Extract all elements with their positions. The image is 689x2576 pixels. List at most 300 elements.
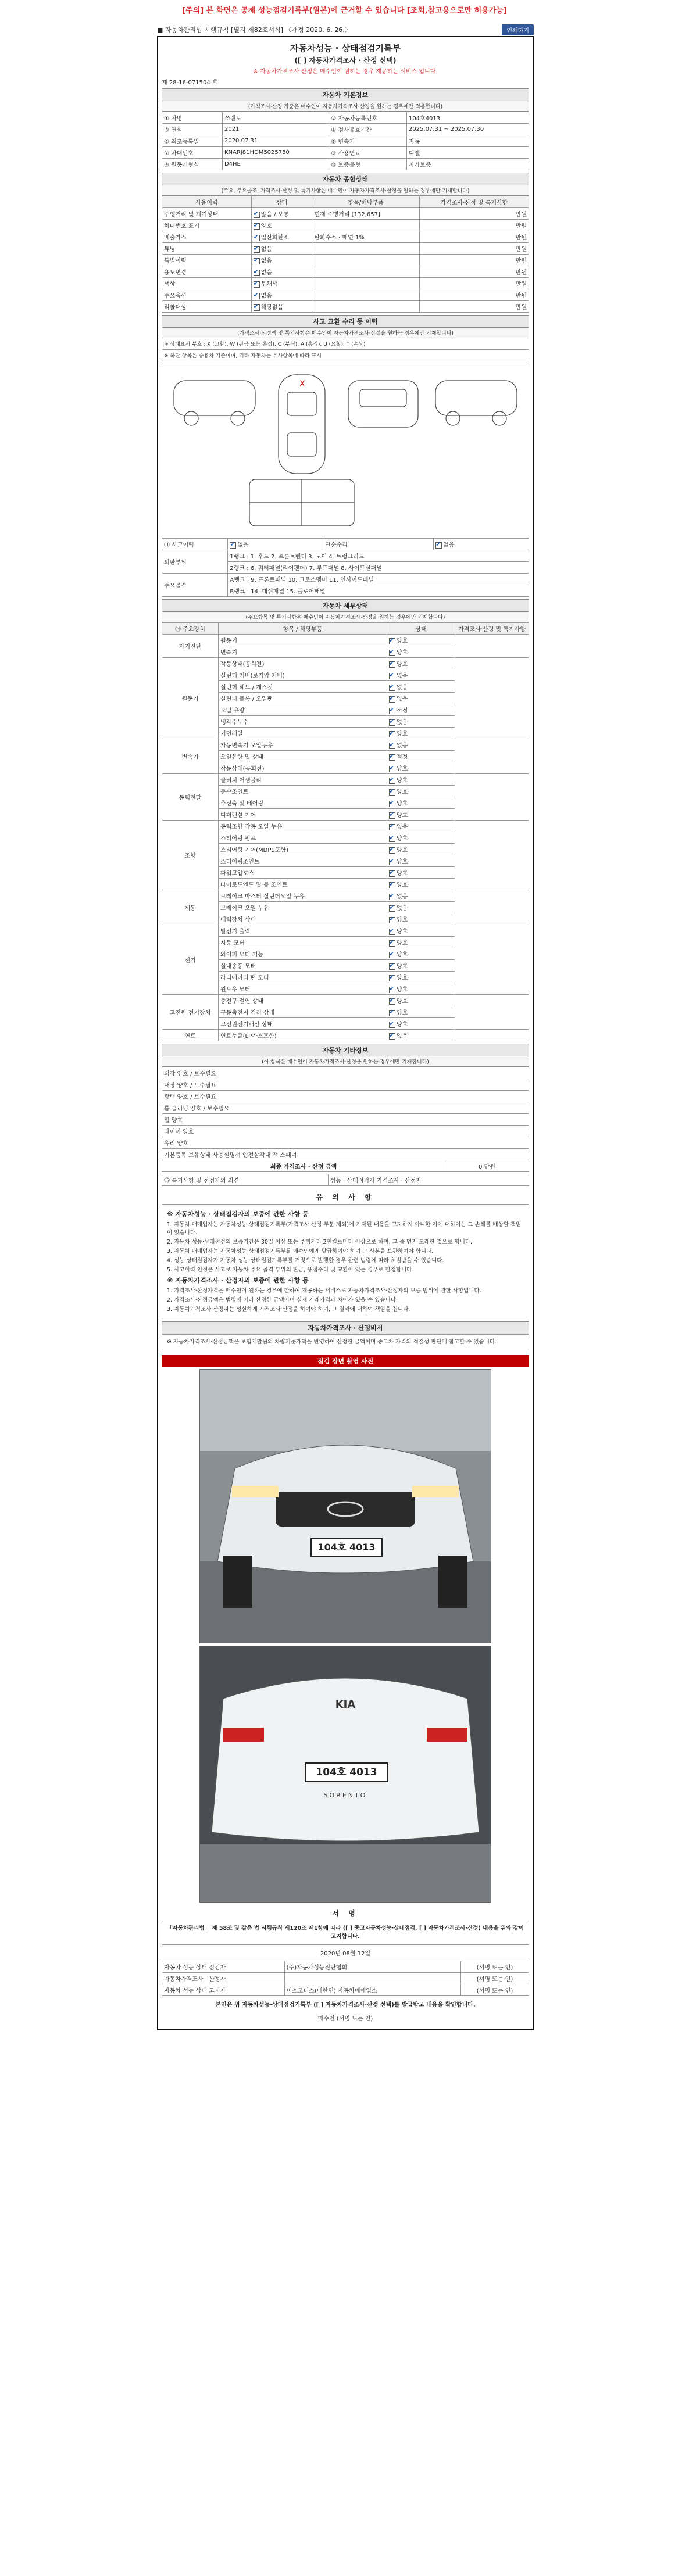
basic-value: 디젤 bbox=[406, 147, 529, 159]
overall-item: 튜닝 bbox=[162, 243, 252, 255]
accident-note: (가격조사·산정액 및 특기사항은 매수인이 자동차가격조사·산정을 원하는 경우에만 기재합니다) bbox=[162, 328, 529, 338]
check-icon bbox=[389, 731, 395, 737]
detail-item: 작동상태(공회전) bbox=[219, 762, 387, 774]
signature-row bbox=[162, 1961, 529, 1973]
check-icon bbox=[389, 812, 395, 819]
accident-history-value: ✔ 없음 bbox=[228, 539, 323, 550]
detail-status: ✔ 없음 bbox=[387, 739, 455, 751]
overall-row bbox=[162, 220, 529, 231]
detail-item: 자동변속기 오일누유 bbox=[219, 739, 387, 751]
front-photo bbox=[199, 1369, 491, 1643]
check-icon bbox=[254, 212, 260, 218]
detail-item: 와이퍼 모터 기능 bbox=[219, 948, 387, 960]
total-price-label: 최종 가격조사 · 산정 금액 bbox=[162, 1160, 445, 1172]
overall-row bbox=[162, 301, 529, 313]
check-icon bbox=[389, 673, 395, 679]
check-icon bbox=[389, 1010, 395, 1016]
law-reference: ■ 자동차관리법 시행규칙 [별지 제82호서식] 〈개정 2020. 6. 26.〉 bbox=[157, 26, 351, 34]
detail-col-header: 상태 bbox=[387, 623, 455, 635]
check-icon bbox=[389, 940, 395, 947]
check-icon bbox=[389, 743, 395, 749]
detail-status: ✔ 양호 bbox=[387, 960, 455, 972]
detail-row bbox=[162, 890, 529, 902]
signature-final: 본인은 위 자동차성능·상태점검기록부 ([ ] 자동차가격조사·산정 선택)를 발급받고 내용을 확인합니다. bbox=[215, 2002, 476, 2008]
overall-part bbox=[312, 301, 420, 313]
signature-role: 자동차가격조사 · 산정자 bbox=[162, 1973, 285, 1984]
overall-row bbox=[162, 243, 529, 255]
overall-note: (주요, 주요골조, 가격조사·산정 및 특기사항은 매수인이 자동차가격조사·산정을 원하는 경우에만 기재합니다) bbox=[162, 185, 529, 196]
check-icon bbox=[435, 542, 442, 549]
detail-item: 디퍼렌셜 기어 bbox=[219, 809, 387, 821]
car-diagram bbox=[162, 363, 529, 538]
basic-row bbox=[162, 112, 529, 124]
signature-mark: (서명 또는 인) bbox=[461, 1984, 529, 1996]
detail-head: 자동차 세부상태 bbox=[162, 599, 529, 612]
basic-row bbox=[162, 135, 529, 147]
detail-row bbox=[162, 635, 529, 646]
appearance-row bbox=[162, 1114, 529, 1126]
detail-status: ✔ 양호 bbox=[387, 762, 455, 774]
check-icon bbox=[389, 650, 395, 656]
overall-part bbox=[312, 278, 420, 289]
detail-item: 클러치 어셈블리 bbox=[219, 774, 387, 786]
top-notice: [주의] 본 화면은 공제 성능점검기록부(원본)에 근거할 수 있습니다 [조회,참고용으로만 허용가능] bbox=[182, 6, 507, 15]
overall-item: 주행거리 및 계기상태 bbox=[162, 208, 252, 220]
signature-intro: 「자동차관리법」 제 58조 및 같은 법 시행규칙 제120조 제1항에 따라 ([ ] 중고자동차성능·상태점검, [ ] 자동차가격조사·산정) 내용을 위와 같이 고지합니다. bbox=[162, 1921, 529, 1945]
detail-status: ✔ 양호 bbox=[387, 948, 455, 960]
overall-status: ✔ 없음 bbox=[251, 255, 312, 266]
overall-row bbox=[162, 289, 529, 301]
rank-2: 2랭크 : 6. 쿼터패널(리어펜더) 7. 루프패널 8. 사이드실패널 bbox=[228, 562, 529, 574]
detail-group: 전기 bbox=[162, 925, 219, 995]
signature-head: 서 명 bbox=[332, 1909, 359, 1918]
overall-status: ✔ 일산화탄소 bbox=[251, 231, 312, 243]
document-frame bbox=[157, 36, 534, 2030]
detail-status: ✔ 적정 bbox=[387, 704, 455, 716]
rear-brand: KIA bbox=[335, 1699, 356, 1711]
detail-item: 동력조향 작동 오일 누유 bbox=[219, 821, 387, 832]
check-icon bbox=[254, 293, 260, 299]
perf-note-item: 1. 자동차 매매업자는 자동차성능·상태점검기록부(가격조사·산정 부분 제외)에 기재된 내용을 고지하지 아니한 자에 대하여는 그 손해를 배상할 책임이 있습니다. bbox=[167, 1221, 522, 1236]
signature-table bbox=[162, 1961, 529, 1996]
simple-repair-value: ✔ 없음 bbox=[434, 539, 529, 550]
overall-row bbox=[162, 266, 529, 278]
overall-part bbox=[312, 255, 420, 266]
basic-value: KNARJ81HDM5025780 bbox=[222, 147, 329, 159]
detail-status: ✔ 양호 bbox=[387, 786, 455, 797]
detail-status: ✔ 양호 bbox=[387, 983, 455, 995]
detail-item: 실내송풍 모터 bbox=[219, 960, 387, 972]
accident-legend: ※ 상태표시 부호 : X (교환), W (판금 또는 용접), C (부식), A (흠집), U (요철), T (손상) bbox=[162, 338, 529, 350]
check-icon bbox=[389, 963, 395, 970]
detail-item: 실린더 헤드 / 개스킷 bbox=[219, 681, 387, 693]
doc-warning: ※ 자동차가격조사·산정은 매수인이 원하는 경우 제공하는 서비스 입니다. bbox=[253, 69, 438, 75]
appearance-item: 룸 클리닝 양호 / 보수필요 bbox=[162, 1102, 529, 1114]
overall-item: 배출가스 bbox=[162, 231, 252, 243]
overall-status: ✔ 없음 bbox=[251, 289, 312, 301]
detail-group: 고전원 전기장치 bbox=[162, 995, 219, 1030]
overall-status: ✔ 많음 / 보통 bbox=[251, 208, 312, 220]
detail-note-cell bbox=[455, 821, 529, 890]
detail-col-header: 가격조사·산정 및 특기사항 bbox=[455, 623, 529, 635]
detail-item: 연료누출(LP가스포함) bbox=[219, 1030, 387, 1041]
accident-history-label: ⑪ 사고이력 bbox=[162, 539, 228, 550]
notes-head: 유 의 사 항 bbox=[316, 1193, 375, 1201]
basic-value: 자가보증 bbox=[406, 159, 529, 170]
check-icon bbox=[389, 824, 395, 830]
detail-status: ✔ 없음 bbox=[387, 693, 455, 704]
basic-label: ② 자동차등록번호 bbox=[329, 112, 407, 124]
overall-row bbox=[162, 208, 529, 220]
detail-item: 작동상태(공회전) bbox=[219, 658, 387, 669]
etc-table bbox=[162, 1174, 529, 1186]
check-icon bbox=[389, 882, 395, 888]
basic-label: ⑧ 사용연료 bbox=[329, 147, 407, 159]
detail-status: ✔ 없음 bbox=[387, 821, 455, 832]
inspection-sheet bbox=[157, 23, 534, 2030]
overall-item: 특별이력 bbox=[162, 255, 252, 266]
rank-1: 1랭크 : 1. 후드 2. 프론트펜더 3. 도어 4. 트렁크리드 bbox=[228, 550, 529, 562]
detail-item: 실린더 커버(로커암 커버) bbox=[219, 669, 387, 681]
detail-item: 추진축 및 베어링 bbox=[219, 797, 387, 809]
perf-note-item: 4. 성능·상태점검자가 자동차 성능·상태점검기록부를 거짓으로 발행한 경우 관련 법령에 따라 처벌받을 수 있습니다. bbox=[167, 1257, 444, 1264]
overall-price: 만원 bbox=[419, 278, 529, 289]
detail-status: ✔ 양호 bbox=[387, 832, 455, 844]
detail-status: ✔ 양호 bbox=[387, 925, 455, 937]
signature-row bbox=[162, 1984, 529, 1996]
detail-row bbox=[162, 658, 529, 669]
perf-note-item: 5. 사고이력 인정은 사고로 자동차 주요 골격 부위의 판금, 용접수리 및 교환이 있는 경우로 한정합니다. bbox=[167, 1267, 414, 1273]
overall-item: 차대번호 표기 bbox=[162, 220, 252, 231]
detail-item: 윈도우 모터 bbox=[219, 983, 387, 995]
detail-item: 오일유량 및 상태 bbox=[219, 751, 387, 762]
detail-item: 실린더 블록 / 오일팬 bbox=[219, 693, 387, 704]
check-icon bbox=[389, 719, 395, 726]
overall-col-header: 사용이력 bbox=[162, 196, 252, 208]
detail-status: ✔ 양호 bbox=[387, 844, 455, 855]
appearance-head: 자동차 기타정보 bbox=[162, 1044, 529, 1056]
check-icon bbox=[389, 894, 395, 900]
detail-status: ✔ 양호 bbox=[387, 646, 455, 658]
basic-label: ⑤ 최초등록일 bbox=[162, 135, 223, 147]
basic-items: 기본품목 보유상태 사용설명서 안전삼각대 잭 스패너 bbox=[162, 1149, 529, 1160]
accident-subnote: ※ 하단 항목은 승용차 기준이며, 기타 자동차는 유사항목에 따라 표시 bbox=[162, 350, 529, 361]
detail-status: ✔ 적정 bbox=[387, 751, 455, 762]
overall-row bbox=[162, 278, 529, 289]
detail-status: ✔ 양호 bbox=[387, 995, 455, 1006]
detail-item: 브레이크 마스터 실린더오일 누유 bbox=[219, 890, 387, 902]
basic-value: 2020.07.31 bbox=[222, 135, 329, 147]
detail-status: ✔ 없음 bbox=[387, 902, 455, 913]
check-icon bbox=[389, 929, 395, 935]
check-icon bbox=[389, 801, 395, 807]
appearance-row bbox=[162, 1102, 529, 1114]
overall-item: 주요옵션 bbox=[162, 289, 252, 301]
detail-status: ✔ 양호 bbox=[387, 797, 455, 809]
sign-box-head: 자동차가격조사 · 산정비서 bbox=[162, 1321, 529, 1334]
overall-table bbox=[162, 196, 529, 313]
check-icon bbox=[389, 917, 395, 923]
detail-item: 스티어링조인트 bbox=[219, 855, 387, 867]
detail-group: 조향 bbox=[162, 821, 219, 890]
detail-group: 제동 bbox=[162, 890, 219, 925]
detail-status: ✔ 없음 bbox=[387, 681, 455, 693]
detail-group: 원동기 bbox=[162, 658, 219, 739]
detail-status: ✔ 양호 bbox=[387, 855, 455, 867]
basic-label: ⑥ 변속기 bbox=[329, 135, 407, 147]
perf-note-item: 2. 자동차 성능·상태점검의 보증기간은 30일 이상 또는 주행거리 2천킬로미터 이상으로 하며, 그 중 먼저 도래한 것으로 합니다. bbox=[167, 1239, 473, 1245]
front-plate: 104호 4013 bbox=[310, 1538, 383, 1557]
overall-price: 만원 bbox=[419, 255, 529, 266]
basic-row bbox=[162, 147, 529, 159]
check-icon bbox=[254, 235, 260, 241]
detail-col-header: ⑭ 주요장치 bbox=[162, 623, 219, 635]
check-icon bbox=[389, 998, 395, 1005]
basic-value: 쏘렌토 bbox=[222, 112, 329, 124]
perf-note-item: 3. 자동차 매매업자는 자동차성능·상태점검기록부를 매수인에게 발급하여야 하며 그 사본을 보관하여야 합니다. bbox=[167, 1248, 434, 1255]
detail-note-cell bbox=[455, 890, 529, 925]
signature-role: 자동차 성능 상태 고지자 bbox=[162, 1984, 285, 1996]
detail-item: 오일 유량 bbox=[219, 704, 387, 716]
detail-status: ✔ 없음 bbox=[387, 890, 455, 902]
perf-notes-head: ※ 자동차성능 · 상태점검자의 보증에 관한 사항 등 bbox=[167, 1210, 309, 1218]
check-icon bbox=[230, 542, 236, 549]
car-front-photo-icon bbox=[200, 1370, 491, 1643]
overall-status: ✔ 없음 bbox=[251, 266, 312, 278]
signature-row bbox=[162, 1973, 529, 1984]
sign-box-text: ※ 자동차가격조사·산정금액은 보험개발원의 차량기준가액을 반영하여 산정한 금액이며 중고차 가격의 적절성 판단에 참고할 수 있습니다. bbox=[162, 1334, 529, 1350]
overall-status: ✔ 무채색 bbox=[251, 278, 312, 289]
detail-group: 변속기 bbox=[162, 739, 219, 774]
detail-item: 타이로드엔드 및 볼 조인트 bbox=[219, 879, 387, 890]
overall-part bbox=[312, 220, 420, 231]
check-icon bbox=[254, 304, 260, 311]
doc-number: 제 28-16-071504 호 bbox=[162, 80, 218, 86]
detail-row bbox=[162, 739, 529, 751]
detail-row bbox=[162, 774, 529, 786]
notes-block bbox=[162, 1204, 529, 1319]
detail-status: ✔ 양호 bbox=[387, 658, 455, 669]
rear-model: SORENTO bbox=[323, 1792, 367, 1799]
detail-col-header: 항목 / 해당부품 bbox=[219, 623, 387, 635]
appearance-row bbox=[162, 1067, 529, 1079]
detail-status: ✔ 없음 bbox=[387, 1030, 455, 1041]
basic-info-table bbox=[162, 112, 529, 170]
detail-status: ✔ 양호 bbox=[387, 913, 455, 925]
simple-repair-label: 단순수리 bbox=[323, 539, 434, 550]
basic-label: ⑦ 차대번호 bbox=[162, 147, 223, 159]
print-button[interactable]: 인쇄하기 bbox=[502, 24, 534, 35]
detail-status: ✔ 없음 bbox=[387, 669, 455, 681]
accident-head: 사고 교환 수리 등 이력 bbox=[162, 315, 529, 328]
basic-label: ④ 검사유효기간 bbox=[329, 124, 407, 135]
check-icon bbox=[389, 766, 395, 772]
overall-row bbox=[162, 255, 529, 266]
overall-part: 현재 주행거리 [132,657] bbox=[312, 208, 420, 220]
overall-price: 만원 bbox=[419, 301, 529, 313]
detail-item: 변속기 bbox=[219, 646, 387, 658]
overall-row bbox=[162, 231, 529, 243]
svg-text:X: X bbox=[299, 379, 305, 389]
detail-item: 등속조인트 bbox=[219, 786, 387, 797]
check-icon bbox=[389, 905, 395, 912]
detail-item: 충전구 절연 상태 bbox=[219, 995, 387, 1006]
check-icon bbox=[389, 661, 395, 668]
detail-item: 냉각수누수 bbox=[219, 716, 387, 728]
signature-buyer: 매수인 (서명 또는 인) bbox=[317, 2016, 373, 2022]
appearance-item: 광택 양호 / 보수필요 bbox=[162, 1091, 529, 1102]
overall-col-header: 가격조사·산정 및 특기사항 bbox=[419, 196, 529, 208]
detail-item: 배력장치 상태 bbox=[219, 913, 387, 925]
overall-head: 자동차 종합상태 bbox=[162, 173, 529, 185]
appearance-row bbox=[162, 1079, 529, 1091]
basic-value: D4HE bbox=[222, 159, 329, 170]
detail-group: 동력전달 bbox=[162, 774, 219, 821]
signature-role: 자동차 성능 상태 점검자 bbox=[162, 1961, 285, 1973]
outer-panel-label: 외판부위 bbox=[162, 550, 228, 574]
check-icon bbox=[389, 1022, 395, 1028]
detail-group: 자기진단 bbox=[162, 635, 219, 658]
basic-info-head: 자동차 기본정보 bbox=[162, 88, 529, 101]
appearance-table bbox=[162, 1067, 529, 1172]
photos-head: 점검 장면 촬영 사진 bbox=[162, 1355, 529, 1367]
detail-item: 파워고압호스 bbox=[219, 867, 387, 879]
appearance-note: (이 항목은 매수인이 자동차가격조사·산정을 원하는 경우에만 기재합니다) bbox=[162, 1056, 529, 1067]
basic-value: 자동 bbox=[406, 135, 529, 147]
rear-plate: 104호 4013 bbox=[305, 1762, 388, 1782]
check-icon bbox=[389, 975, 395, 981]
detail-note: (주요항목 및 특기사항은 매수인이 자동차가격조사·산정을 원하는 경우에만 기재합니다) bbox=[162, 612, 529, 622]
detail-item: 구동축전지 격리 상태 bbox=[219, 1006, 387, 1018]
check-icon bbox=[389, 685, 395, 691]
detail-row bbox=[162, 821, 529, 832]
appearance-row bbox=[162, 1137, 529, 1149]
appearance-row bbox=[162, 1091, 529, 1102]
signature-name: (주)자동차성능진단협회 bbox=[284, 1961, 460, 1973]
signature-date: 2020년 08월 12일 bbox=[320, 1951, 371, 1957]
check-icon bbox=[389, 789, 395, 796]
check-icon bbox=[254, 270, 260, 276]
basic-value: 104호4013 bbox=[406, 112, 529, 124]
detail-row bbox=[162, 925, 529, 937]
detail-note-cell bbox=[455, 925, 529, 995]
detail-item: 브레이크 오일 누유 bbox=[219, 902, 387, 913]
basic-label: ① 차명 bbox=[162, 112, 223, 124]
appearance-item: 유리 양호 bbox=[162, 1137, 529, 1149]
overall-item: 용도변경 bbox=[162, 266, 252, 278]
overall-price: 만원 bbox=[419, 243, 529, 255]
detail-item: 스티어링 기어(MDPS포함) bbox=[219, 844, 387, 855]
overall-part bbox=[312, 243, 420, 255]
doc-subtitle: ([ ] 자동차가격조사 · 산정 선택) bbox=[294, 56, 397, 65]
appearance-item: 외장 양호 / 보수필요 bbox=[162, 1067, 529, 1079]
check-icon bbox=[254, 258, 260, 264]
detail-status: ✔ 양호 bbox=[387, 879, 455, 890]
rear-photo bbox=[199, 1646, 491, 1903]
overall-part bbox=[312, 289, 420, 301]
detail-row bbox=[162, 995, 529, 1006]
overall-part bbox=[312, 266, 420, 278]
detail-item: 고전원전기배선 상태 bbox=[219, 1018, 387, 1030]
detail-status: ✔ 양호 bbox=[387, 774, 455, 786]
check-icon bbox=[389, 952, 395, 958]
price-notes-head: ※ 자동차가격조사 · 산정자의 보증에 관한 사항 등 bbox=[167, 1277, 309, 1284]
accident-table bbox=[162, 538, 529, 597]
etc-value: 성능 · 상태점검자 가격조사 · 산정자 bbox=[328, 1174, 529, 1186]
detail-status: ✔ 양호 bbox=[387, 728, 455, 739]
detail-status: ✔ 양호 bbox=[387, 972, 455, 983]
detail-note-cell bbox=[455, 1030, 529, 1041]
signature-mark: (서명 또는 인) bbox=[461, 1961, 529, 1973]
detail-status: ✔ 양호 bbox=[387, 1006, 455, 1018]
detail-note-cell bbox=[455, 739, 529, 774]
appearance-row bbox=[162, 1126, 529, 1137]
etc-label: ⑮ 특기사항 및 점검자의 의견 bbox=[162, 1174, 329, 1186]
overall-status: ✔ 해당없음 bbox=[251, 301, 312, 313]
overall-col-header: 항목/해당부품 bbox=[312, 196, 420, 208]
rank-b: B랭크 : 14. 대쉬패널 15. 플로어패널 bbox=[228, 585, 529, 597]
basic-label: ⑩ 보증유형 bbox=[329, 159, 407, 170]
overall-price: 만원 bbox=[419, 208, 529, 220]
check-icon bbox=[254, 246, 260, 253]
check-icon bbox=[389, 708, 395, 714]
check-icon bbox=[389, 870, 395, 877]
check-icon bbox=[389, 1033, 395, 1040]
price-note-item: 1. 가격조사·산정가격은 매수인이 원하는 경우에 한하여 제공하는 서비스로 자동차가격조사·산정자의 보증 범위에 관한 사항입니다. bbox=[167, 1288, 481, 1294]
detail-group: 연료 bbox=[162, 1030, 219, 1041]
detail-status: ✔ 없음 bbox=[387, 716, 455, 728]
detail-table bbox=[162, 622, 529, 1041]
overall-price: 만원 bbox=[419, 220, 529, 231]
detail-status: ✔ 양호 bbox=[387, 867, 455, 879]
basic-value: 2021 bbox=[222, 124, 329, 135]
detail-item: 원동기 bbox=[219, 635, 387, 646]
doc-title: 자동차성능 · 상태점검기록부 bbox=[290, 43, 401, 53]
detail-note-cell bbox=[455, 995, 529, 1030]
basic-label: ③ 연식 bbox=[162, 124, 223, 135]
basic-info-note: (가격조사·산정 가준은 매수인이 자동차가격조사·산정을 원하는 경우에만 적용합니다) bbox=[162, 101, 529, 112]
detail-item: 라디에이터 팬 모터 bbox=[219, 972, 387, 983]
check-icon bbox=[389, 778, 395, 784]
signature-name bbox=[284, 1973, 460, 1984]
check-icon bbox=[389, 987, 395, 993]
appearance-item: 휠 양호 bbox=[162, 1114, 529, 1126]
appearance-item: 타이어 양호 bbox=[162, 1126, 529, 1137]
price-note-item: 3. 자동차가격조사·산정자는 성실하게 가격조사·산정을 하여야 하며, 그 결과에 대하여 책임을 집니다. bbox=[167, 1306, 410, 1313]
overall-col-header: 상태 bbox=[251, 196, 312, 208]
basic-row bbox=[162, 159, 529, 170]
basic-value: 2025.07.31 ~ 2025.07.30 bbox=[406, 124, 529, 135]
detail-item: 시동 모터 bbox=[219, 937, 387, 948]
signature-mark: (서명 또는 인) bbox=[461, 1973, 529, 1984]
frame-label: 주요골격 bbox=[162, 574, 228, 597]
check-icon bbox=[389, 638, 395, 644]
appearance-item: 내장 양호 / 보수필요 bbox=[162, 1079, 529, 1091]
overall-price: 만원 bbox=[419, 289, 529, 301]
check-icon bbox=[254, 281, 260, 288]
overall-price: 만원 bbox=[419, 266, 529, 278]
check-icon bbox=[254, 223, 260, 230]
check-icon bbox=[389, 836, 395, 842]
detail-note-cell bbox=[455, 635, 529, 658]
total-price-value: 0 만원 bbox=[445, 1160, 529, 1172]
basic-label: ⑨ 원동기형식 bbox=[162, 159, 223, 170]
check-icon bbox=[389, 696, 395, 703]
price-note-item: 2. 가격조사·산정금액은 법령에 따라 산정한 금액이며 실제 거래가격과 차이가 있을 수 있습니다. bbox=[167, 1297, 398, 1303]
detail-note-cell bbox=[455, 658, 529, 739]
overall-item: 색상 bbox=[162, 278, 252, 289]
detail-item: 발전기 출력 bbox=[219, 925, 387, 937]
